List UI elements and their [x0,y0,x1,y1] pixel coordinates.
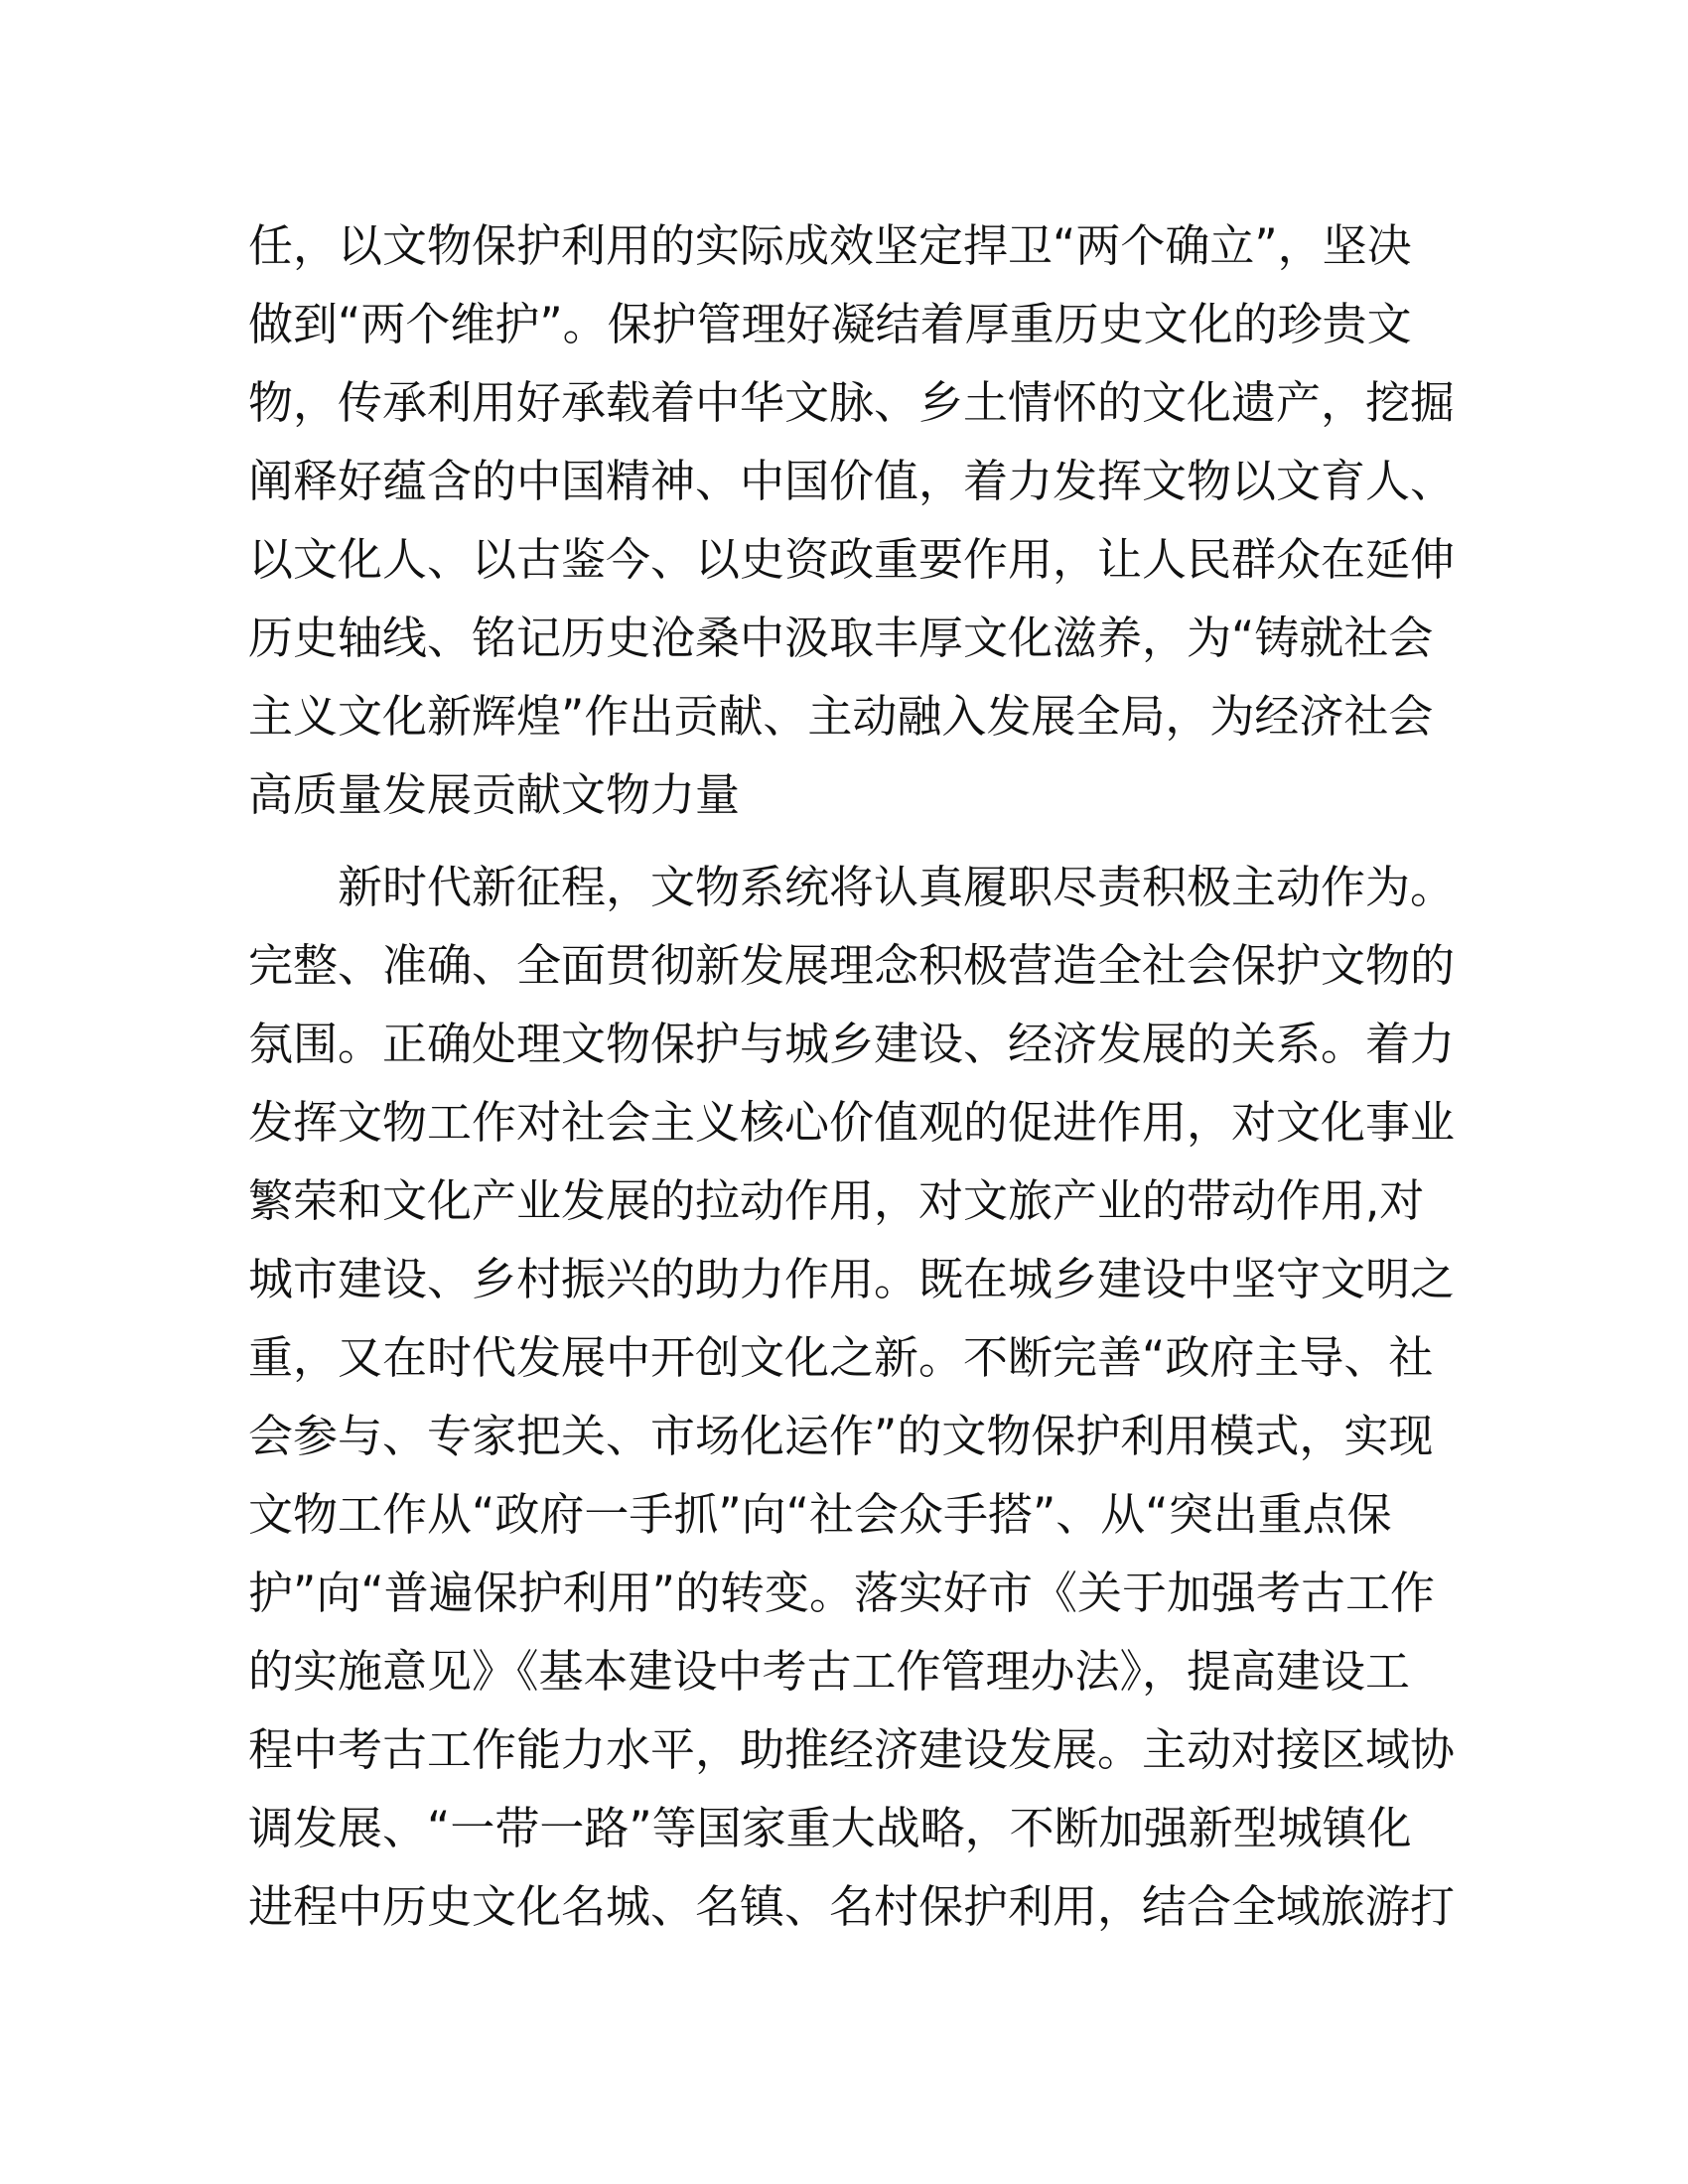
paragraph-line: 氛围。正确处理文物保护与城乡建设、经济发展的关系。着力 [248,1018,1456,1070]
paragraph-line: 高质量发展贡献文物力量 [248,768,741,821]
paragraph-first-line: 新时代新征程，文物系统将认真履职尽责积极主动作为。 [338,861,1456,913]
paragraph-2 [248,848,1456,1946]
paragraph-line: 会参与、专家把关、市场化运作”的文物保护利用模式，实现 [248,1410,1434,1462]
paragraph-line: 繁荣和文化产业发展的拉动作用，对文旅产业的带动作用,对 [248,1174,1425,1227]
paragraph-line: 重，又在时代发展中开创文化之新。不断完善“政府主导、社 [248,1331,1434,1384]
paragraph-line: 的实施意见》《基本建设中考古工作管理办法》，提高建设工 [248,1645,1411,1698]
paragraph-line: 程中考古工作能力水平，助推经济建设发展。主动对接区域协 [248,1723,1456,1776]
paragraph-line: 文物工作从“政府一手抓”向“社会众手搭”、从“突出重点保 [248,1488,1392,1541]
paragraph-line: 阐释好蕴含的中国精神、中国价值，着力发挥文物以文育人、 [248,455,1456,507]
paragraph-1 [248,206,1456,834]
paragraph-line: 完整、准确、全面贯彻新发展理念积极营造全社会保护文物的 [248,939,1456,992]
paragraph-line: 护”向“普遍保护利用”的转变。落实好市《关于加强考古工作 [248,1567,1435,1619]
paragraph-line: 做到“两个维护”。保护管理好凝结着厚重历史文化的珍贵文 [248,298,1412,350]
paragraph-line: 调发展、“一带一路”等国家重大战略，不断加强新型城镇化 [248,1802,1412,1854]
paragraph-line: 以文化人、以古鉴今、以史资政重要作用，让人民群众在延伸 [248,533,1456,586]
paragraph-line: 任，以文物保护利用的实际成效坚定捍卫“两个确立”，坚决 [248,219,1412,272]
paragraph-line: 进程中历史文化名城、名镇、名村保护利用，结合全域旅游打 [248,1880,1456,1933]
paragraph-line: 物，传承利用好承载着中华文脉、乡土情怀的文化遗产，挖掘 [248,376,1456,429]
paragraph-line: 发挥文物工作对社会主义核心价值观的促进作用，对文化事业 [248,1096,1456,1149]
paragraph-line: 主义文化新辉煌”作出贡献、主动融入发展全局，为经济社会 [248,690,1434,743]
paragraph-line: 历史轴线、铭记历史沧桑中汲取丰厚文化滋养，为“铸就社会 [248,612,1434,664]
paragraph-line: 城市建设、乡村振兴的助力作用。既在城乡建设中坚守文明之 [248,1253,1456,1305]
